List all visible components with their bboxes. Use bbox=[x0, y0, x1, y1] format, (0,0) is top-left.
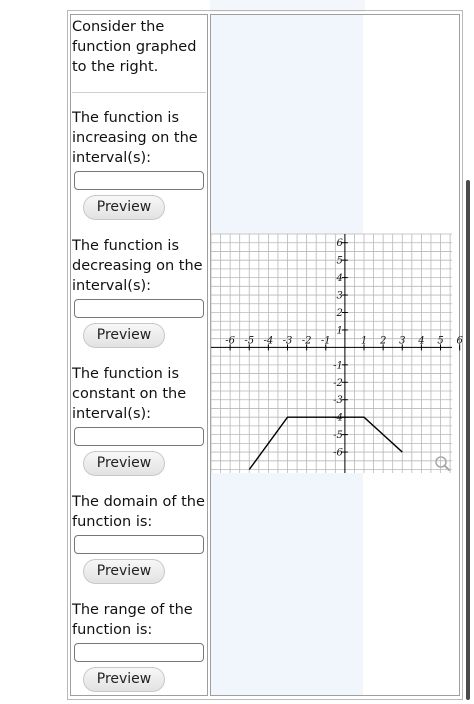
y-tick-label: -2 bbox=[333, 377, 343, 389]
x-tick-label: 4 bbox=[418, 335, 425, 347]
y-tick-label: -5 bbox=[333, 430, 343, 442]
x-tick-label: 2 bbox=[379, 335, 387, 347]
range-preview-button[interactable]: Preview bbox=[83, 667, 165, 692]
x-tick-label: -2 bbox=[301, 335, 312, 347]
domain-answer-input[interactable] bbox=[74, 535, 204, 554]
y-tick-label: 5 bbox=[336, 255, 343, 267]
increasing-preview-button[interactable]: Preview bbox=[83, 195, 165, 220]
decreasing-preview-button[interactable]: Preview bbox=[83, 323, 165, 348]
range-prompt: The range of the function is: bbox=[72, 602, 193, 638]
increasing-answer-input[interactable] bbox=[74, 171, 204, 190]
constant-prompt: The function is constant on the interval(s): bbox=[72, 366, 187, 422]
constant-preview-button[interactable]: Preview bbox=[83, 451, 165, 476]
scrollbar[interactable] bbox=[466, 180, 470, 700]
x-tick-label: -5 bbox=[244, 335, 255, 347]
y-tick-label: -3 bbox=[333, 395, 343, 407]
y-tick-label: 1 bbox=[336, 325, 343, 337]
constant-answer-input[interactable] bbox=[74, 427, 204, 446]
y-tick-label: 2 bbox=[336, 308, 343, 320]
y-tick-label: -1 bbox=[333, 360, 343, 372]
x-tick-label: -3 bbox=[282, 335, 293, 347]
domain-preview-button[interactable]: Preview bbox=[83, 559, 165, 584]
y-tick-label: 6 bbox=[336, 238, 343, 250]
x-tick-label: 3 bbox=[399, 335, 406, 347]
x-tick-label: -6 bbox=[225, 335, 236, 347]
domain-prompt: The domain of the function is: bbox=[72, 494, 205, 530]
y-tick-label: -4 bbox=[333, 412, 343, 424]
increasing-prompt: The function is increasing on the interval(s): bbox=[72, 110, 198, 166]
range-answer-input[interactable] bbox=[74, 643, 204, 662]
y-tick-label: 4 bbox=[336, 273, 343, 285]
function-graph[interactable] bbox=[211, 234, 463, 473]
x-tick-label: 1 bbox=[360, 335, 368, 347]
x-tick-label: 5 bbox=[437, 335, 444, 347]
x-tick-label: -4 bbox=[263, 335, 274, 347]
x-tick-label: -1 bbox=[320, 335, 331, 347]
y-tick-label: -6 bbox=[333, 447, 343, 459]
intro-divider bbox=[72, 92, 206, 93]
decreasing-answer-input[interactable] bbox=[74, 299, 204, 318]
x-tick-label: 6 bbox=[456, 335, 463, 347]
y-tick-label: 3 bbox=[336, 290, 343, 302]
intro-text: Consider the function graphed to the right. bbox=[72, 19, 197, 75]
graph-background bbox=[211, 234, 452, 473]
decreasing-prompt: The function is decreasing on the interval(s): bbox=[72, 238, 203, 294]
graph-canvas bbox=[211, 234, 463, 473]
